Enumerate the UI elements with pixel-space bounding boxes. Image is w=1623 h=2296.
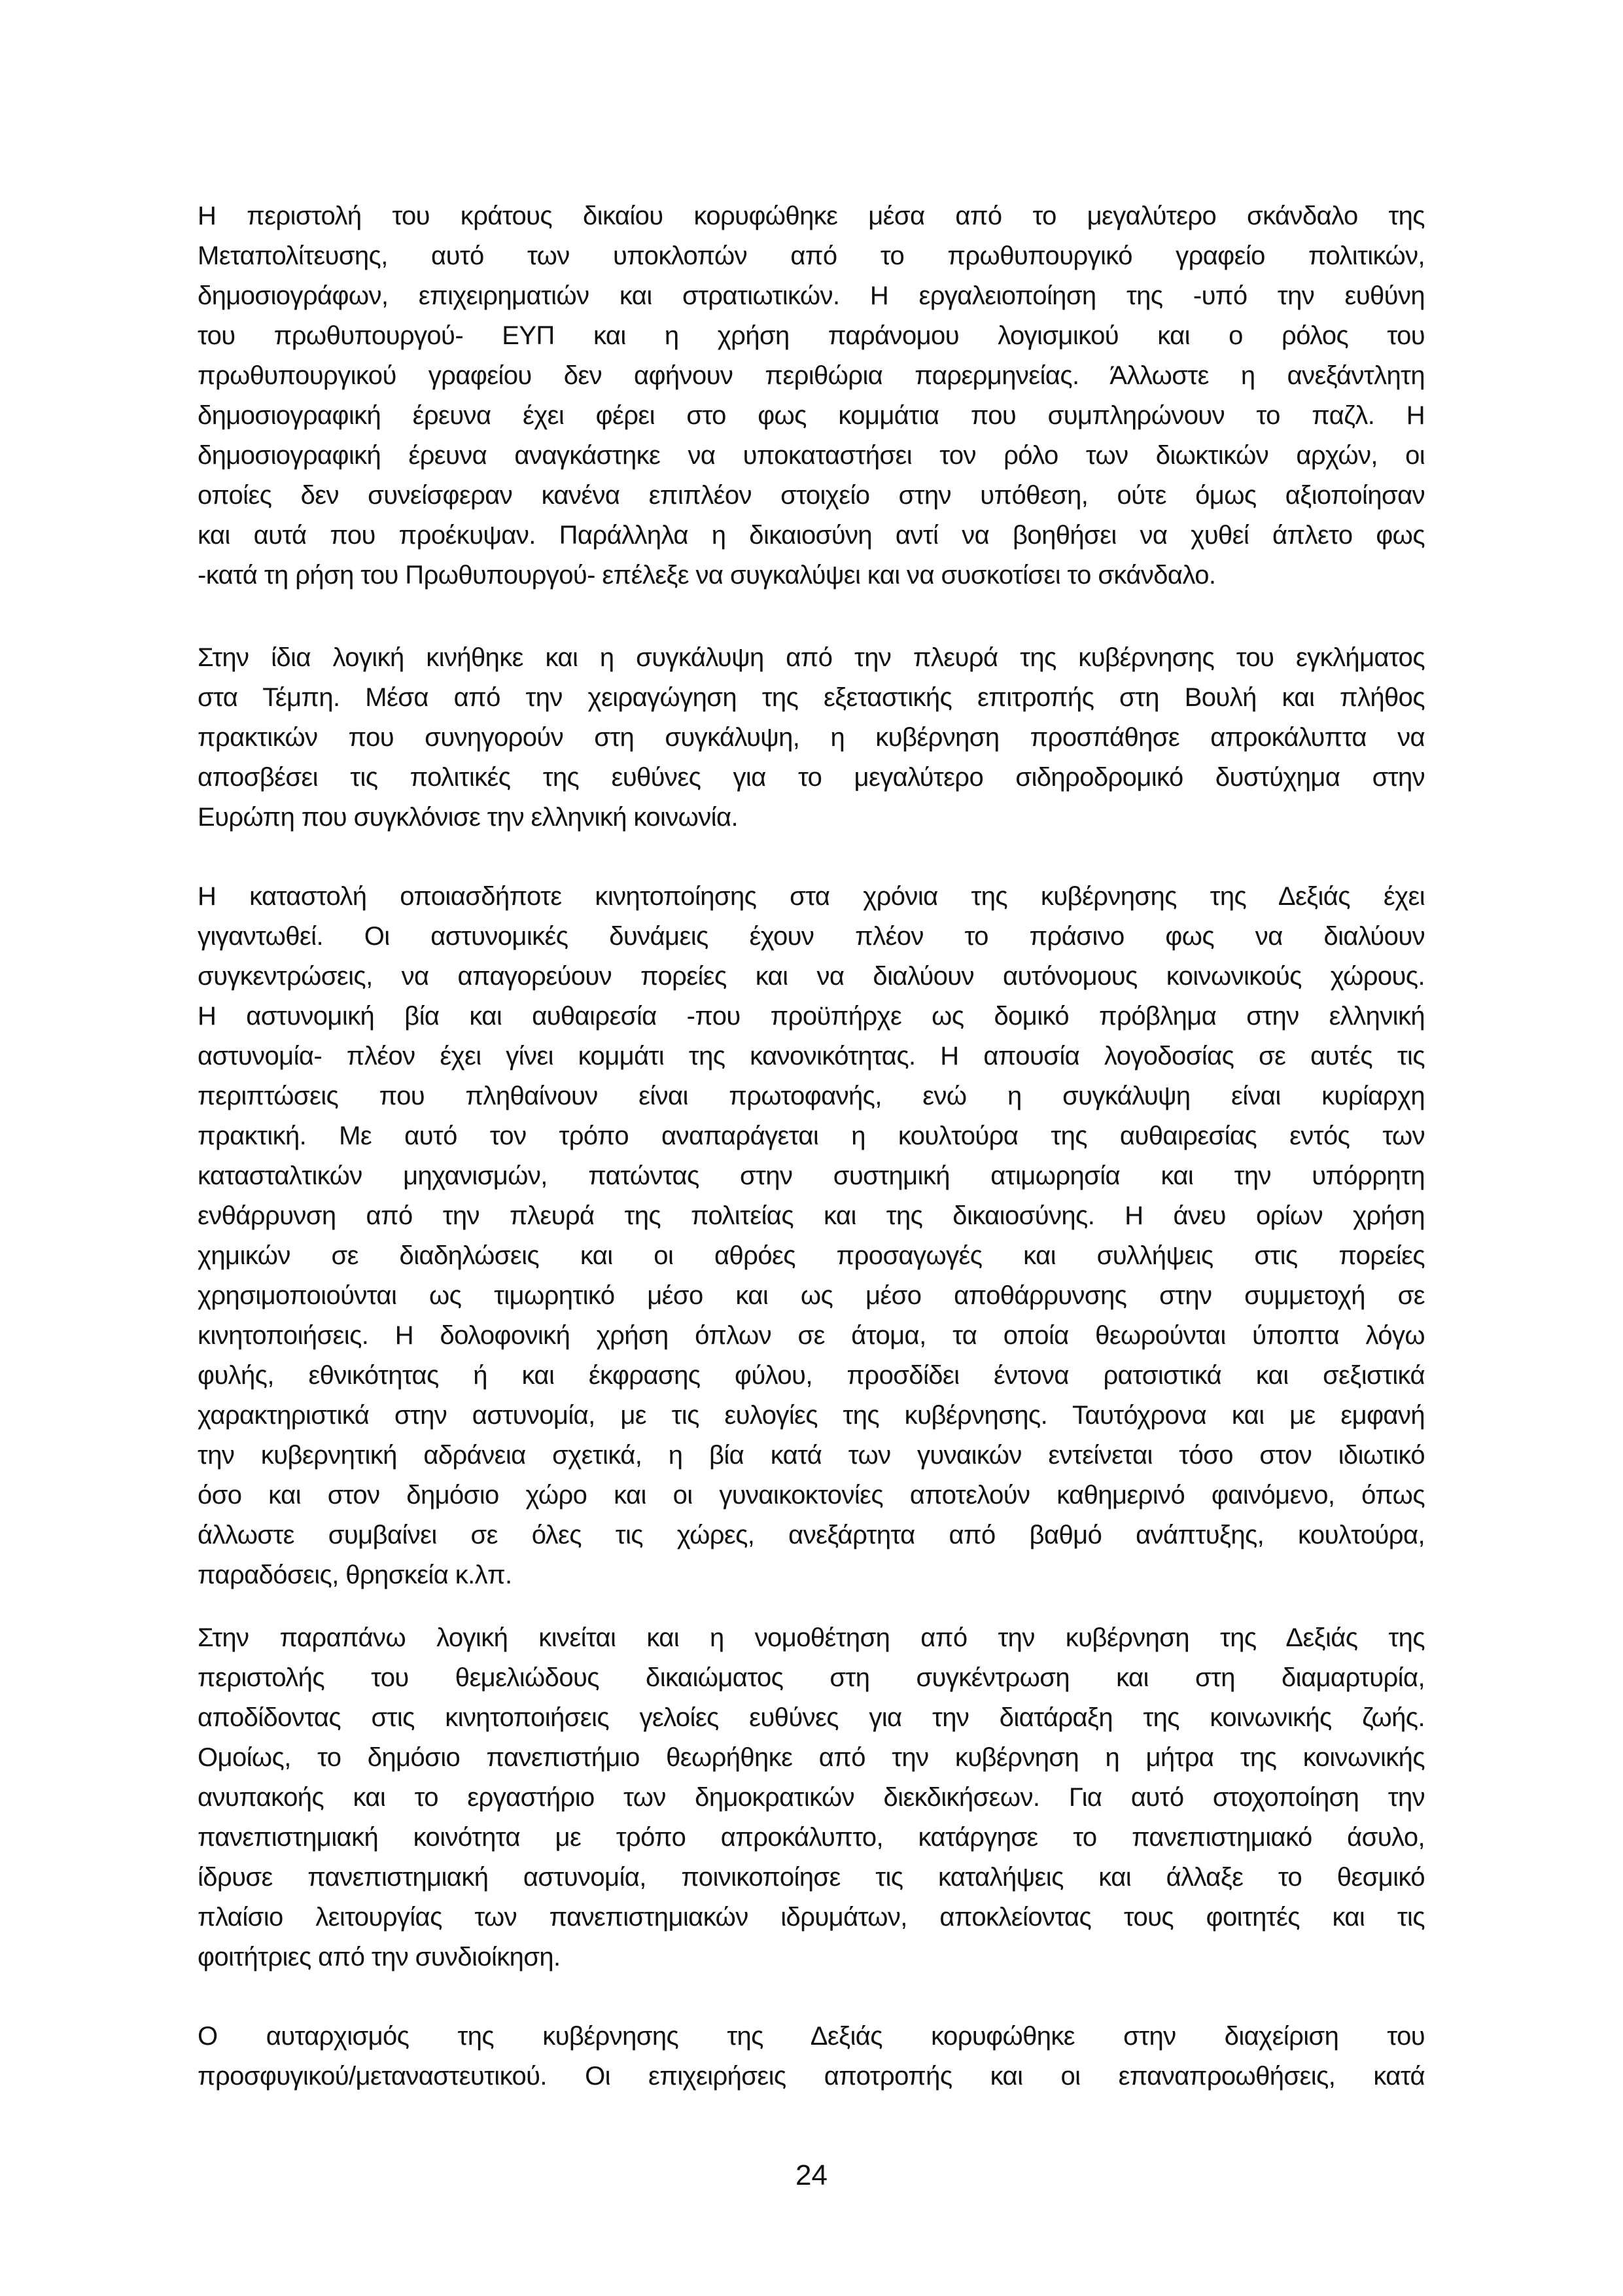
text-line: στα Τέμπη. Μέσα από την χειραγώγηση της εξεταστικής επιτροπής στη Βουλή και πλήθος — [198, 683, 1425, 712]
text-line: κινητοποιήσεις. Η δολοφονική χρήση όπλων σε άτομα, τα οποία θεωρούνται ύποπτα λόγω — [198, 1321, 1425, 1350]
text-line: οποίες δεν συνείσφεραν κανένα επιπλέον στοιχείο στην υπόθεση, ούτε όμως αξιοποίησαν — [198, 481, 1425, 510]
text-line: συγκεντρώσεις, να απαγορεύουν πορείες και να διαλύουν αυτόνομους κοινωνικούς χώρους. — [198, 962, 1425, 991]
text-line: Ομοίως, το δημόσιο πανεπιστήμιο θεωρήθηκε από την κυβέρνηση η μήτρα της κοινωνικής — [198, 1743, 1425, 1772]
text-line: και αυτά που προέκυψαν. Παράλληλα η δικαιοσύνη αντί να βοηθήσει να χυθεί άπλετο φως — [198, 521, 1425, 550]
text-line: ανυπακοής και το εργαστήριο των δημοκρατικών διεκδικήσεων. Για αυτό στοχοποίηση την — [198, 1783, 1425, 1812]
text-line: -κατά τη ρήση του Πρωθυπουργού- επέλεξε να συγκαλύψει και να συσκοτίσει το σκάνδαλο. — [198, 561, 1216, 590]
text-line: περιστολής του θεμελιώδους δικαιώματος στη συγκέντρωση και στη διαμαρτυρία, — [198, 1663, 1425, 1692]
paragraph-migration — [198, 2017, 1425, 2096]
text-line: αποσβέσει τις πολιτικές της ευθύνες για το μεγαλύτερο σιδηροδρομικό δυστύχημα στην — [198, 763, 1425, 792]
text-line: Μεταπολίτευσης, αυτό των υποκλοπών από το πρωθυπουργικό γραφείο πολιτικών, — [198, 241, 1425, 270]
text-line: την κυβερνητική αδράνεια σχετικά, η βία κατά των γυναικών εντείνεται τόσο στον ιδιωτικό — [198, 1441, 1425, 1470]
text-line: γιγαντωθεί. Οι αστυνομικές δυνάμεις έχουν πλέον το πράσινο φως να διαλύουν — [198, 922, 1425, 951]
text-line: προσφυγικού/μεταναστευτικού. Οι επιχειρήσεις αποτροπής και οι επαναπροωθήσεις, κατά — [198, 2062, 1425, 2091]
text-line: φυλής, εθνικότητας ή και έκφρασης φύλου, προσδίδει έντονα ρατσιστικά και σεξιστικά — [198, 1361, 1425, 1390]
text-line: Η καταστολή οποιασδήποτε κινητοποίησης στα χρόνια της κυβέρνησης της Δεξιάς έχει — [198, 882, 1425, 911]
paragraph-repression — [198, 877, 1425, 1595]
text-line: Ευρώπη που συγκλόνισε την ελληνική κοινωνία. — [198, 803, 739, 832]
text-line: πανεπιστημιακή κοινότητα με τρόπο απροκάλυπτο, κατάργησε το πανεπιστημιακό άσυλο, — [198, 1823, 1425, 1852]
text-line: πρωθυπουργικού γραφείου δεν αφήνουν περιθώρια παρερμηνείας. Άλλωστε η ανεξάντλητη — [198, 361, 1425, 390]
text-line: περιπτώσεις που πληθαίνουν είναι πρωτοφανής, ενώ η συγκάλυψη είναι κυρίαρχη — [198, 1082, 1425, 1110]
paragraph-tempi — [198, 638, 1425, 838]
paragraph-legislation-university — [198, 1618, 1425, 1977]
text-line: αστυνομία- πλέον έχει γίνει κομμάτι της κανονικότητας. Η απουσία λογοδοσίας σε αυτές τις — [198, 1042, 1425, 1070]
text-line: φοιτήτριες από την συνδιοίκηση. — [198, 1943, 561, 1971]
text-line: Η περιστολή του κράτους δικαίου κορυφώθηκε μέσα από το μεγαλύτερο σκάνδαλο της — [198, 202, 1425, 230]
text-line: του πρωθυπουργού- ΕΥΠ και η χρήση παράνομου λογισμικού και ο ρόλος του — [198, 321, 1425, 350]
text-line: χαρακτηριστικά στην αστυνομία, με τις ευλογίες της κυβέρνησης. Ταυτόχρονα και με εμφανή — [198, 1401, 1425, 1430]
text-line: χημικών σε διαδηλώσεις και οι αθρόες προσαγωγές και συλλήψεις στις πορείες — [198, 1241, 1425, 1270]
text-line: κατασταλτικών μηχανισμών, πατώντας στην συστημική ατιμωρησία και την υπόρρητη — [198, 1161, 1425, 1190]
text-line: όσο και στον δημόσιο χώρο και οι γυναικοκτονίες αποτελούν καθημερινό φαινόμενο, όπως — [198, 1481, 1425, 1510]
text-line: Στην παραπάνω λογική κινείται και η νομοθέτηση από την κυβέρνηση της Δεξιάς της — [198, 1623, 1425, 1652]
text-line: παραδόσεις, θρησκεία κ.λπ. — [198, 1561, 512, 1589]
text-line: ενθάρρυνση από την πλευρά της πολιτείας και της δικαιοσύνης. Η άνευ ορίων χρήση — [198, 1201, 1425, 1230]
text-line: πρακτική. Με αυτό τον τρόπο αναπαράγεται η κουλτούρα της αυθαιρεσίας εντός των — [198, 1122, 1425, 1150]
text-line: αποδίδοντας στις κινητοποιήσεις γελοίες ευθύνες για την διατάραξη της κοινωνικής ζωής. — [198, 1703, 1425, 1732]
text-line: πρακτικών που συνηγορούν στη συγκάλυψη, η κυβέρνηση προσπάθησε απροκάλυπτα να — [198, 723, 1425, 752]
text-line: Στην ίδια λογική κινήθηκε και η συγκάλυψη από την πλευρά της κυβέρνησης του εγκλήματος — [198, 643, 1425, 672]
text-line: Η αστυνομική βία και αυθαιρεσία -που προϋπήρχε ως δομικό πρόβλημα στην ελληνική — [198, 1002, 1425, 1031]
text-line: δημοσιογραφική έρευνα έχει φέρει στο φως κομμάτια που συμπληρώνουν το παζλ. Η — [198, 401, 1425, 430]
text-line: δημοσιογραφική έρευνα αναγκάστηκε να υποκαταστήσει τον ρόλο των διωκτικών αρχών, οι — [198, 441, 1425, 470]
text-line: χρησιμοποιούνται ως τιμωρητικό μέσο και ως μέσο αποθάρρυνσης στην συμμετοχή σε — [198, 1281, 1425, 1310]
paragraph-rule-of-law — [198, 196, 1425, 595]
text-line: πλαίσιο λειτουργίας των πανεπιστημιακών ιδρυμάτων, αποκλείοντας τους φοιτητές και τις — [198, 1903, 1425, 1932]
text-line: Ο αυταρχισμός της κυβέρνησης της Δεξιάς κορυφώθηκε στην διαχείριση του — [198, 2022, 1425, 2051]
page-number: 24 — [795, 2159, 828, 2191]
text-line: δημοσιογράφων, επιχειρηματιών και στρατιωτικών. Η εργαλειοποίηση της -υπό την ευθύνη — [198, 281, 1425, 310]
text-line: άλλωστε συμβαίνει σε όλες τις χώρες, ανεξάρτητα από βαθμό ανάπτυξης, κουλτούρα, — [198, 1521, 1425, 1549]
text-line: ίδρυσε πανεπιστημιακή αστυνομία, ποινικοποίησε τις καταλήψεις και άλλαξε το θεσμικό — [198, 1863, 1425, 1892]
